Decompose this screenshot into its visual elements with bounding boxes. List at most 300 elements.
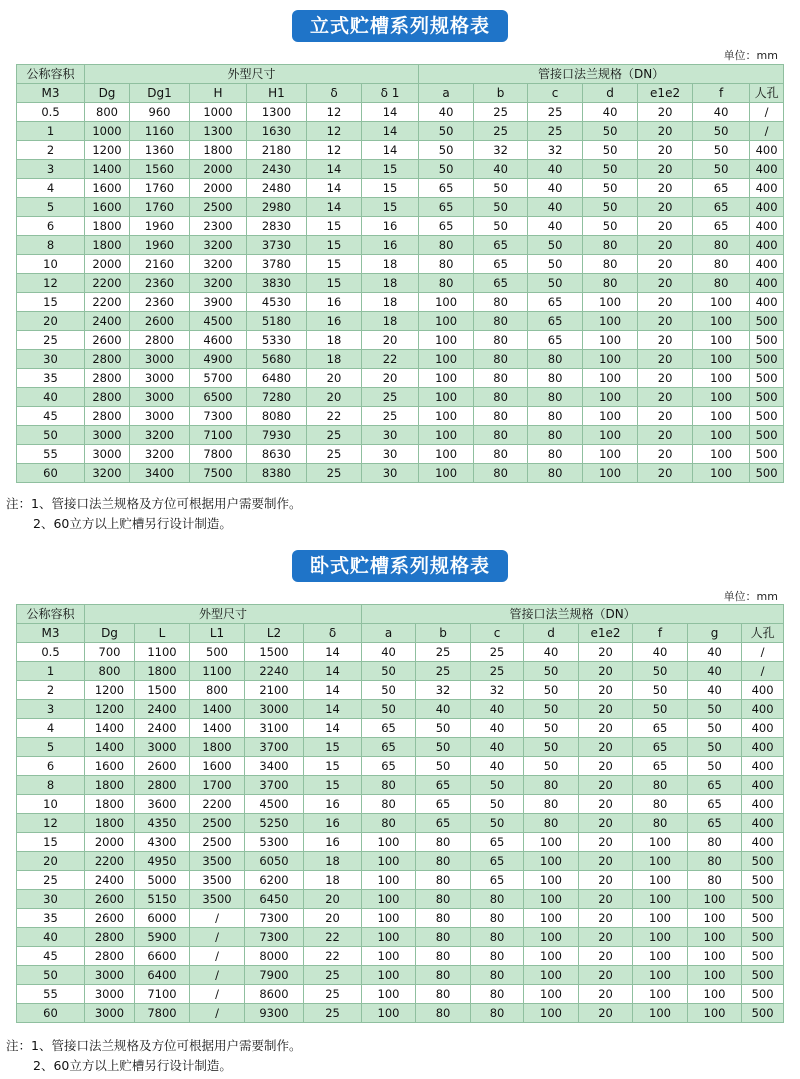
table-cell: 20 xyxy=(638,236,693,255)
table-row xyxy=(17,928,784,947)
table-cell: 500 xyxy=(750,369,784,388)
table-cell: 50 xyxy=(688,719,742,738)
table-cell: 40 xyxy=(474,160,528,179)
table-cell: 65 xyxy=(419,179,474,198)
table-cell: 100 xyxy=(362,909,416,928)
table-cell: 20 xyxy=(579,947,633,966)
table-cell: 5680 xyxy=(247,350,307,369)
capacity-cell: 1 xyxy=(17,662,85,681)
table-cell: 400 xyxy=(750,255,784,274)
table-cell: 80 xyxy=(693,236,750,255)
table-cell: 80 xyxy=(474,312,528,331)
capacity-cell: 40 xyxy=(17,928,85,947)
table-cell: 25 xyxy=(307,464,362,483)
table-cell: 40 xyxy=(524,643,579,662)
table-cell: 400 xyxy=(742,833,784,852)
table-cell: 50 xyxy=(524,662,579,681)
table-cell: 16 xyxy=(362,217,419,236)
table-cell: 80 xyxy=(474,407,528,426)
table-cell: 100 xyxy=(524,890,579,909)
table-cell: / xyxy=(742,662,784,681)
table-cell: 20 xyxy=(362,369,419,388)
table-cell: 80 xyxy=(416,890,471,909)
table-cell: 100 xyxy=(633,947,688,966)
table-cell: 20 xyxy=(638,160,693,179)
table-cell: 50 xyxy=(688,738,742,757)
table-cell: 32 xyxy=(471,681,524,700)
table-cell: 80 xyxy=(583,274,638,293)
table-cell: 80 xyxy=(471,966,524,985)
table-cell: 40 xyxy=(583,103,638,122)
table-cell: 400 xyxy=(750,217,784,236)
table-cell: 50 xyxy=(419,160,474,179)
table-cell: 20 xyxy=(304,890,362,909)
table-cell: 7280 xyxy=(247,388,307,407)
table-cell: 400 xyxy=(750,293,784,312)
table-cell: 500 xyxy=(742,928,784,947)
table-cell: 2600 xyxy=(85,331,130,350)
table-row xyxy=(17,833,784,852)
capacity-cell: 3 xyxy=(17,160,85,179)
table-cell: 30 xyxy=(362,464,419,483)
table-cell: 80 xyxy=(362,776,416,795)
column-header: d xyxy=(583,84,638,103)
table-cell: 1000 xyxy=(85,122,130,141)
table-cell: 50 xyxy=(528,236,583,255)
table-cell: 65 xyxy=(693,198,750,217)
table-cell: 65 xyxy=(362,738,416,757)
table-cell: 3700 xyxy=(245,776,304,795)
table-cell: 1600 xyxy=(85,179,130,198)
table-row xyxy=(17,426,784,445)
table-cell: 100 xyxy=(633,890,688,909)
table-cell: / xyxy=(190,966,245,985)
table-cell: 32 xyxy=(416,681,471,700)
table-cell: 20 xyxy=(638,350,693,369)
table-cell: 400 xyxy=(742,719,784,738)
table-cell: 100 xyxy=(362,928,416,947)
table-cell: 4950 xyxy=(135,852,190,871)
table-cell: 500 xyxy=(742,985,784,1004)
table-cell: 32 xyxy=(474,141,528,160)
flange-header: 管接口法兰规格（DN） xyxy=(419,65,784,84)
column-header: Dg xyxy=(85,624,135,643)
table-cell: 14 xyxy=(362,122,419,141)
table-cell: 1400 xyxy=(190,700,245,719)
table-cell: 100 xyxy=(688,966,742,985)
table-cell: 20 xyxy=(638,464,693,483)
table-cell: 500 xyxy=(750,331,784,350)
horizontal-header-row-1 xyxy=(17,605,784,624)
capacity-cell: 0.5 xyxy=(17,643,85,662)
table-cell: 80 xyxy=(474,331,528,350)
table-row xyxy=(17,255,784,274)
table-cell: 15 xyxy=(304,757,362,776)
column-header: Dg xyxy=(85,84,130,103)
table-cell: 3200 xyxy=(190,255,247,274)
table-cell: 100 xyxy=(633,909,688,928)
table-cell: 65 xyxy=(633,719,688,738)
table-cell: 100 xyxy=(419,350,474,369)
table-cell: 40 xyxy=(471,700,524,719)
table-cell: 2800 xyxy=(135,776,190,795)
table-cell: 100 xyxy=(583,388,638,407)
table-cell: 22 xyxy=(304,928,362,947)
column-header: δ xyxy=(307,84,362,103)
capacity-cell: 60 xyxy=(17,464,85,483)
table-cell: 65 xyxy=(471,871,524,890)
table-cell: 50 xyxy=(524,757,579,776)
table-cell: 100 xyxy=(419,445,474,464)
table-cell: 1960 xyxy=(130,217,190,236)
table-cell: 3900 xyxy=(190,293,247,312)
table-cell: 50 xyxy=(693,160,750,179)
table-cell: 50 xyxy=(633,681,688,700)
table-cell: 400 xyxy=(742,700,784,719)
table-cell: 100 xyxy=(688,890,742,909)
table-cell: 500 xyxy=(750,350,784,369)
table-cell: 80 xyxy=(419,274,474,293)
capacity-cell: 10 xyxy=(17,795,85,814)
table-row xyxy=(17,947,784,966)
table-cell: 80 xyxy=(471,928,524,947)
table-cell: 20 xyxy=(638,179,693,198)
table-cell: 50 xyxy=(583,160,638,179)
table-cell: 32 xyxy=(528,141,583,160)
table-cell: 2400 xyxy=(85,312,130,331)
table-cell: 80 xyxy=(693,274,750,293)
table-cell: 65 xyxy=(633,757,688,776)
table-cell: 20 xyxy=(579,852,633,871)
table-cell: 14 xyxy=(304,662,362,681)
table-cell: 9300 xyxy=(245,1004,304,1023)
table-cell: 8630 xyxy=(247,445,307,464)
table-cell: / xyxy=(742,643,784,662)
horizontal-title-wrap xyxy=(0,550,800,582)
table-row xyxy=(17,985,784,1004)
table-cell: 100 xyxy=(583,350,638,369)
table-cell: 3780 xyxy=(247,255,307,274)
table-cell: 20 xyxy=(638,445,693,464)
table-row xyxy=(17,776,784,795)
table-cell: 50 xyxy=(471,776,524,795)
table-cell: 65 xyxy=(528,293,583,312)
table-cell: 80 xyxy=(419,255,474,274)
column-header: δ 1 xyxy=(362,84,419,103)
table-row xyxy=(17,643,784,662)
table-cell: 2800 xyxy=(85,388,130,407)
table-cell: 1800 xyxy=(85,217,130,236)
table-cell: 100 xyxy=(633,966,688,985)
table-cell: 15 xyxy=(307,236,362,255)
table-cell: 6400 xyxy=(135,966,190,985)
table-cell: 400 xyxy=(750,179,784,198)
capacity-cell: 25 xyxy=(17,871,85,890)
table-cell: 1600 xyxy=(85,198,130,217)
table-cell: 100 xyxy=(524,985,579,1004)
table-cell: 80 xyxy=(474,350,528,369)
capacity-cell: 45 xyxy=(17,407,85,426)
table-cell: 1630 xyxy=(247,122,307,141)
table-cell: 80 xyxy=(416,833,471,852)
table-cell: 100 xyxy=(362,947,416,966)
table-cell: 1800 xyxy=(85,776,135,795)
table-cell: 2600 xyxy=(85,890,135,909)
table-cell: 2000 xyxy=(85,255,130,274)
table-cell: 100 xyxy=(583,426,638,445)
table-cell: 80 xyxy=(362,795,416,814)
column-header: c xyxy=(528,84,583,103)
table-cell: 1700 xyxy=(190,776,245,795)
table-cell: 50 xyxy=(471,814,524,833)
table-cell: 7300 xyxy=(245,909,304,928)
table-cell: 2500 xyxy=(190,198,247,217)
table-row xyxy=(17,662,784,681)
table-cell: 5180 xyxy=(247,312,307,331)
table-row xyxy=(17,293,784,312)
table-cell: 80 xyxy=(416,1004,471,1023)
table-cell: 3000 xyxy=(85,445,130,464)
capacity-cell: 4 xyxy=(17,719,85,738)
table-cell: 500 xyxy=(750,426,784,445)
table-cell: 25 xyxy=(471,662,524,681)
table-cell: 80 xyxy=(528,388,583,407)
table-cell: 2800 xyxy=(85,350,130,369)
table-row xyxy=(17,331,784,350)
table-row xyxy=(17,795,784,814)
table-cell: 100 xyxy=(583,464,638,483)
table-cell: 7100 xyxy=(135,985,190,1004)
table-cell: 20 xyxy=(579,795,633,814)
table-cell: 50 xyxy=(474,198,528,217)
table-cell: 80 xyxy=(633,814,688,833)
table-cell: 1360 xyxy=(130,141,190,160)
table-cell: 20 xyxy=(638,198,693,217)
table-cell: 1100 xyxy=(135,643,190,662)
table-cell: 80 xyxy=(474,293,528,312)
table-cell: 3500 xyxy=(190,890,245,909)
capacity-cell: 3 xyxy=(17,700,85,719)
vertical-notes xyxy=(6,494,301,534)
column-header: b xyxy=(474,84,528,103)
column-header: L1 xyxy=(190,624,245,643)
table-cell: 3000 xyxy=(135,738,190,757)
table-cell: 14 xyxy=(304,681,362,700)
table-cell: 400 xyxy=(750,141,784,160)
capacity-cell: 20 xyxy=(17,852,85,871)
table-cell: 400 xyxy=(750,160,784,179)
table-cell: 3000 xyxy=(85,985,135,1004)
table-cell: 2200 xyxy=(85,852,135,871)
table-cell: 80 xyxy=(583,255,638,274)
table-cell: 100 xyxy=(524,871,579,890)
table-cell: 80 xyxy=(474,426,528,445)
table-cell: 1400 xyxy=(85,160,130,179)
table-row xyxy=(17,852,784,871)
capacity-cell: 0.5 xyxy=(17,103,85,122)
table-cell: 2800 xyxy=(130,331,190,350)
table-cell: 40 xyxy=(528,160,583,179)
table-cell: 18 xyxy=(307,331,362,350)
horizontal-note-1: 注：1、管接口法兰规格及方位可根据用户需要制作。 xyxy=(6,1038,302,1053)
table-cell: 5300 xyxy=(245,833,304,852)
table-cell: 15 xyxy=(304,738,362,757)
table-cell: 8080 xyxy=(247,407,307,426)
table-cell: 50 xyxy=(416,719,471,738)
table-cell: 2400 xyxy=(135,719,190,738)
table-cell: 400 xyxy=(742,795,784,814)
table-cell: 40 xyxy=(633,643,688,662)
table-cell: 5250 xyxy=(245,814,304,833)
table-cell: 5000 xyxy=(135,871,190,890)
table-row xyxy=(17,141,784,160)
table-cell: 1760 xyxy=(130,198,190,217)
capacity-cell: 50 xyxy=(17,966,85,985)
table-cell: 50 xyxy=(633,700,688,719)
table-cell: 2600 xyxy=(130,312,190,331)
table-cell: 20 xyxy=(638,141,693,160)
table-cell: 20 xyxy=(579,700,633,719)
table-cell: 2800 xyxy=(85,407,130,426)
table-row xyxy=(17,388,784,407)
table-cell: 18 xyxy=(362,312,419,331)
table-cell: 15 xyxy=(362,160,419,179)
capacity-cell: 55 xyxy=(17,985,85,1004)
table-cell: 15 xyxy=(307,255,362,274)
capacity-cell: 25 xyxy=(17,331,85,350)
table-cell: 20 xyxy=(638,217,693,236)
table-cell: 80 xyxy=(474,445,528,464)
table-cell: 4500 xyxy=(245,795,304,814)
table-cell: 80 xyxy=(528,426,583,445)
table-cell: 5900 xyxy=(135,928,190,947)
table-cell: 100 xyxy=(583,407,638,426)
vertical-title-wrap xyxy=(0,10,800,42)
vertical-note-2: 2、60立方以上贮槽另行设计制造。 xyxy=(33,516,232,531)
table-cell: 8600 xyxy=(245,985,304,1004)
table-cell: 2100 xyxy=(245,681,304,700)
table-cell: 40 xyxy=(693,103,750,122)
table-cell: 100 xyxy=(693,293,750,312)
table-cell: 20 xyxy=(579,833,633,852)
column-header: L xyxy=(135,624,190,643)
table-cell: 3000 xyxy=(85,966,135,985)
table-cell: 80 xyxy=(471,1004,524,1023)
table-cell: 65 xyxy=(474,255,528,274)
table-cell: 20 xyxy=(638,274,693,293)
table-cell: 20 xyxy=(638,255,693,274)
table-cell: 80 xyxy=(416,909,471,928)
table-cell: 15 xyxy=(307,217,362,236)
table-cell: 5330 xyxy=(247,331,307,350)
table-cell: 80 xyxy=(633,776,688,795)
flange-header: 管接口法兰规格（DN） xyxy=(362,605,784,624)
table-cell: 50 xyxy=(362,681,416,700)
table-cell: 2000 xyxy=(85,833,135,852)
table-row xyxy=(17,122,784,141)
table-cell: / xyxy=(750,103,784,122)
table-cell: 100 xyxy=(524,928,579,947)
table-cell: 3000 xyxy=(130,369,190,388)
table-cell: 1300 xyxy=(247,103,307,122)
column-header: f xyxy=(633,624,688,643)
capacity-cell: 2 xyxy=(17,681,85,700)
capacity-header: 公称容积 xyxy=(17,605,85,624)
column-header: c xyxy=(471,624,524,643)
table-cell: 25 xyxy=(416,662,471,681)
table-cell: 25 xyxy=(304,985,362,1004)
table-cell: 3700 xyxy=(245,738,304,757)
capacity-cell: 30 xyxy=(17,350,85,369)
table-cell: 100 xyxy=(693,312,750,331)
vertical-spec-table xyxy=(16,64,784,483)
table-cell: 1800 xyxy=(190,141,247,160)
table-cell: 65 xyxy=(362,719,416,738)
vertical-unit-label: 单位：mm xyxy=(723,49,778,62)
table-cell: 16 xyxy=(304,814,362,833)
column-header: 人孔 xyxy=(742,624,784,643)
capacity-cell: 8 xyxy=(17,236,85,255)
table-cell: 65 xyxy=(474,274,528,293)
table-cell: 80 xyxy=(416,985,471,1004)
capacity-cell: 50 xyxy=(17,426,85,445)
table-cell: 7300 xyxy=(245,928,304,947)
table-cell: 6450 xyxy=(245,890,304,909)
table-cell: 80 xyxy=(471,985,524,1004)
table-cell: 50 xyxy=(524,700,579,719)
table-cell: 1200 xyxy=(85,141,130,160)
table-cell: 4600 xyxy=(190,331,247,350)
table-cell: 25 xyxy=(362,407,419,426)
table-cell: 15 xyxy=(362,198,419,217)
table-cell: 3500 xyxy=(190,871,245,890)
table-cell: 800 xyxy=(190,681,245,700)
table-cell: 50 xyxy=(583,141,638,160)
table-cell: 2180 xyxy=(247,141,307,160)
table-cell: 20 xyxy=(638,331,693,350)
table-cell: 20 xyxy=(638,122,693,141)
table-row xyxy=(17,966,784,985)
capacity-cell: 15 xyxy=(17,293,85,312)
table-cell: 100 xyxy=(524,852,579,871)
table-cell: 7930 xyxy=(247,426,307,445)
table-cell: 100 xyxy=(583,445,638,464)
table-cell: 16 xyxy=(307,293,362,312)
table-cell: 40 xyxy=(688,662,742,681)
table-cell: 500 xyxy=(742,966,784,985)
table-cell: 80 xyxy=(471,909,524,928)
table-cell: 50 xyxy=(419,122,474,141)
capacity-cell: 35 xyxy=(17,909,85,928)
table-cell: 65 xyxy=(416,795,471,814)
table-cell: 12 xyxy=(307,141,362,160)
table-cell: 20 xyxy=(638,103,693,122)
table-cell: 80 xyxy=(416,871,471,890)
table-cell: 50 xyxy=(528,274,583,293)
table-cell: 20 xyxy=(638,426,693,445)
table-cell: 18 xyxy=(304,871,362,890)
table-cell: 100 xyxy=(524,909,579,928)
table-cell: 50 xyxy=(474,179,528,198)
table-cell: 80 xyxy=(524,795,579,814)
table-cell: 1400 xyxy=(85,738,135,757)
table-cell: 65 xyxy=(471,833,524,852)
table-cell: 100 xyxy=(693,388,750,407)
table-cell: 3400 xyxy=(130,464,190,483)
table-cell: 100 xyxy=(583,331,638,350)
m3-header: M3 xyxy=(17,624,85,643)
table-cell: 14 xyxy=(304,700,362,719)
